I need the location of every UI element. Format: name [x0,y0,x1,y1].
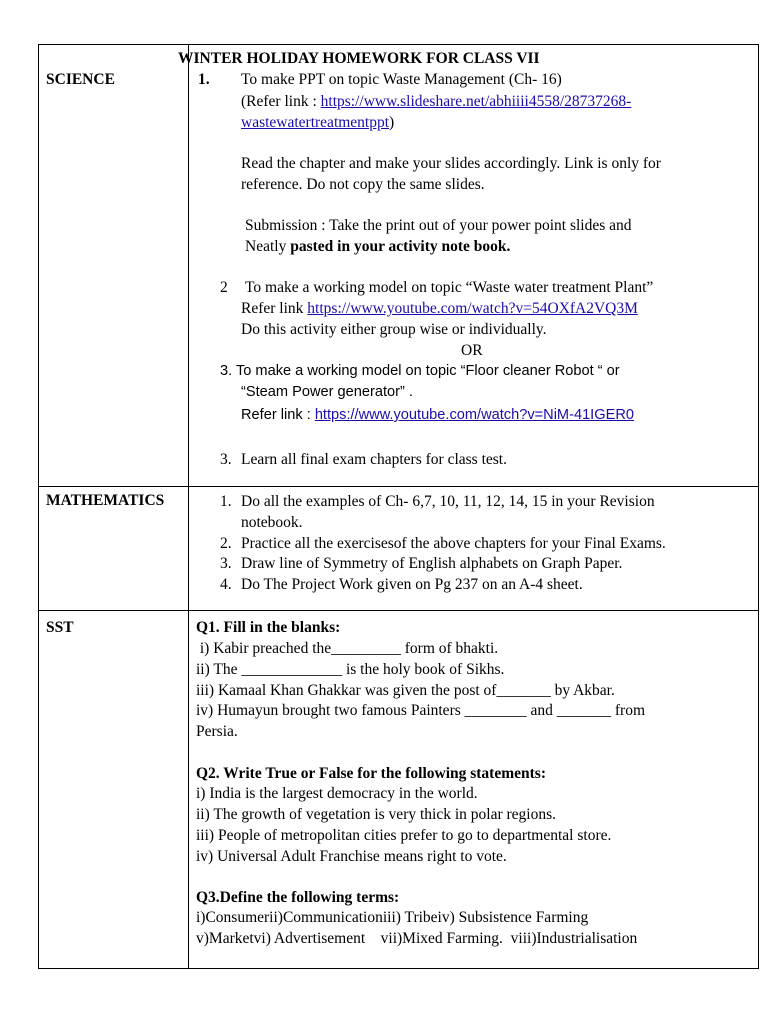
science-submission-line-1: Submission : Take the print out of your power point slides and [245,217,632,234]
ref-prefix: Refer link [241,300,308,317]
science-item4-text: Learn all final exam chapters for class test. [241,451,507,468]
sst-q3-line-2: v)Marketvi) Advertisement vii)Mixed Farming. viii)Industrialisation [196,930,638,947]
math-item2-number: 2. [220,535,232,552]
ref-prefix: (Refer link : [241,93,321,110]
science-submission-line-2 [245,236,510,257]
sst-q2-line-1: i) India is the largest democracy in the world. [196,785,478,802]
science-item2-text: To make a working model on topic “Waste water treatment Plant” [245,279,654,296]
sst-q3-heading: Q3.Define the following terms: [196,889,400,906]
slideshare-link-cont[interactable]: wastewatertreatmentppt [241,114,390,131]
math-item2-text: Practice all the exercisesof the above chapters for your Final Exams. [241,535,666,552]
science-item2-number: 2 [220,279,228,296]
science-item2-note: Do this activity either group wise or individually. [241,321,547,338]
science-item4-number: 3. [220,451,232,468]
ref-prefix: Refer link : [241,407,315,423]
science-item2-ref [241,298,638,319]
science-item1-text: To make PPT on topic Waste Management (Ch- 16) [241,71,562,88]
sst-q1-line-2: ii) The _____________ is the holy book of Sikhs. [196,661,505,678]
sst-q1-line-4: iv) Humayun brought two famous Painters ________ and _______ from [196,702,646,719]
math-item4-text: Do The Project Work given on Pg 237 on an A-4 sheet. [241,576,583,593]
sst-q1-heading: Q1. Fill in the blanks: [196,619,341,636]
math-item4-number: 4. [220,576,232,593]
sst-q1-line-1: i) Kabir preached the_________ form of bhakti. [196,640,499,657]
mathematics-label: MATHEMATICS [46,492,165,509]
sst-q1-line-3: iii) Kamaal Khan Ghakkar was given the post of_______ by Akbar. [196,682,615,699]
sst-q2-line-2: ii) The growth of vegetation is very thick in polar regions. [196,806,557,823]
sst-q1-line-5: Persia. [196,723,238,740]
column-divider [188,45,189,968]
ref-suffix: ) [389,114,395,131]
row-divider-math-sst [39,610,758,611]
science-item1-ref [241,91,631,112]
submission-plain: Neatly [245,238,291,255]
math-item3-number: 3. [220,555,232,572]
science-item3-text-cont: “Steam Power generator” . [241,384,413,400]
math-item1-number: 1. [220,493,232,510]
sst-q2-line-3: iii) People of metropolitan cities prefer to go to departmental store. [196,827,612,844]
science-read-line-2: reference. Do not copy the same slides. [241,176,485,193]
math-item1-text: Do all the examples of Ch- 6,7, 10, 11, 12, 14, 15 in your Revision [241,493,655,510]
science-item1-number: 1. [198,71,210,88]
youtube-link-1[interactable]: https://www.youtube.com/watch?v=54OXfA2VQ3M [307,300,638,317]
sst-label: SST [46,619,74,636]
science-or: OR [461,342,483,359]
row-divider-science-math [39,486,758,487]
science-item3-ref [241,405,634,426]
science-item1-ref-cont [241,112,394,133]
submission-bold: pasted in your activity note book. [290,238,511,255]
math-item3-text: Draw line of Symmetry of English alphabets on Graph Paper. [241,555,623,572]
sst-q3-line-1: i)Consumerii)Communicationiii) Tribeiv) Subsistence Farming [196,909,589,926]
science-read-line-1: Read the chapter and make your slides accordingly. Link is only for [241,155,661,172]
science-label: SCIENCE [46,71,115,88]
sst-q2-line-4: iv) Universal Adult Franchise means right to vote. [196,848,507,865]
youtube-link-2[interactable]: https://www.youtube.com/watch?v=NiM-41IGER0 [314,407,634,423]
slideshare-link[interactable]: https://www.slideshare.net/abhiiii4558/28737268- [320,93,632,110]
math-item1-text-cont: notebook. [241,514,303,531]
science-item3-text: 3. To make a working model on topic “Floor cleaner Robot “ or [220,363,620,379]
page-title: WINTER HOLIDAY HOMEWORK FOR CLASS VII [178,50,540,67]
sst-q2-heading: Q2. Write True or False for the following statements: [196,765,546,782]
